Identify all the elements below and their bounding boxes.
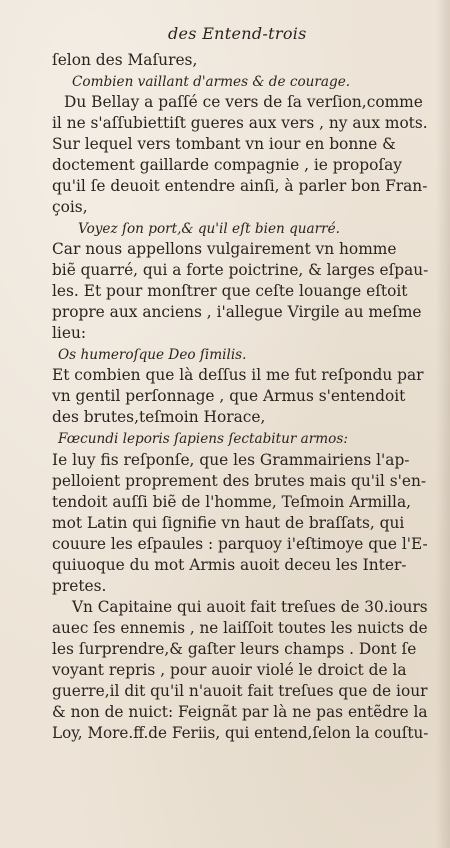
text-line: qu'il ſe deuoit entendre ainſi, à parler bon Fran- [52, 177, 428, 195]
text-line: il ne s'aſſubiettiſt gueres aux vers , ny aux mots. [52, 114, 428, 132]
text-line: Car nous appellons vulgairement vn homme [52, 240, 397, 258]
text-line: doctement gaillarde compagnie , ie propoſay [52, 156, 402, 174]
text-line: lieu: [52, 324, 87, 342]
text-line: mot Latin qui ſignifie vn haut de braſſats, qui [52, 514, 405, 532]
text-line: des brutes,teſmoin Horace, [52, 408, 266, 426]
text-line: voyant repris , pour auoir violé le droict de la [52, 661, 407, 679]
text-line: guerre,il dit qu'il n'auoit fait treſues que de iour [52, 682, 428, 700]
text-line: çois, [52, 198, 88, 216]
text-line-italic: Combien vaillant d'armes & de courage. [72, 74, 351, 90]
text-line: Et combien que là deſſus il me fut reſpondu par [52, 366, 424, 384]
text-line: Loy, More.ff.de Feriis, qui entend,ſelon la couſtu- [52, 724, 429, 742]
text-line: les ſurprendre,& gaſter leurs champs . Dont ſe [52, 640, 417, 658]
text-line: tendoit auſſi biẽ de l'homme, Teſmoin Armilla, [52, 493, 412, 511]
text-line: biẽ quarré, qui a forte poictrine, & larges eſpau- [52, 261, 429, 279]
text-line: Ie luy fis reſponſe, que les Grammairiens l'ap- [52, 451, 410, 469]
text-line-italic: Voyez ſon port,& qu'il eſt bien quarré. [78, 221, 341, 237]
text-line-italic: Fœcundi leporis ſapiens ſectabitur armos: [58, 431, 348, 447]
text-line: propre aux anciens , i'alleguе Virgile au meſme [52, 303, 422, 321]
text-line-italic: Os humeroſque Deo ſimilis. [58, 347, 247, 363]
text-line: Sur lequel vers tombant vn iour en bonne & [52, 135, 396, 153]
text-line: ſelon des Maſures, [52, 51, 198, 69]
text-line: pelloient proprement des brutes mais qu'il s'en- [52, 472, 427, 490]
running-head: des Entend-trois [168, 24, 307, 43]
text-line: pretes. [52, 577, 107, 595]
text-line: vn gentil perſonnage , que Armus s'entendoit [52, 387, 406, 405]
text-line: & non de nuict: Feignãt par là ne pas entẽdre la [52, 703, 428, 721]
text-line: Vn Capitaine qui auoit fait treſues de 30.iours [72, 598, 428, 616]
text-line: couure les eſpaules : parquoy i'eſtimoye que l'E- [52, 535, 428, 553]
text-line: les. Et pour monſtrer que ceſte louange eſtoit [52, 282, 408, 300]
text-line: Du Bellay a paſſé ce vers de ſa verſion,comme [64, 93, 423, 111]
text-line: quiuoque du mot Armis auoit deceu les Inter- [52, 556, 407, 574]
text-line: auec ſes ennemis , ne laiſſoit toutes les nuicts de [52, 619, 428, 637]
